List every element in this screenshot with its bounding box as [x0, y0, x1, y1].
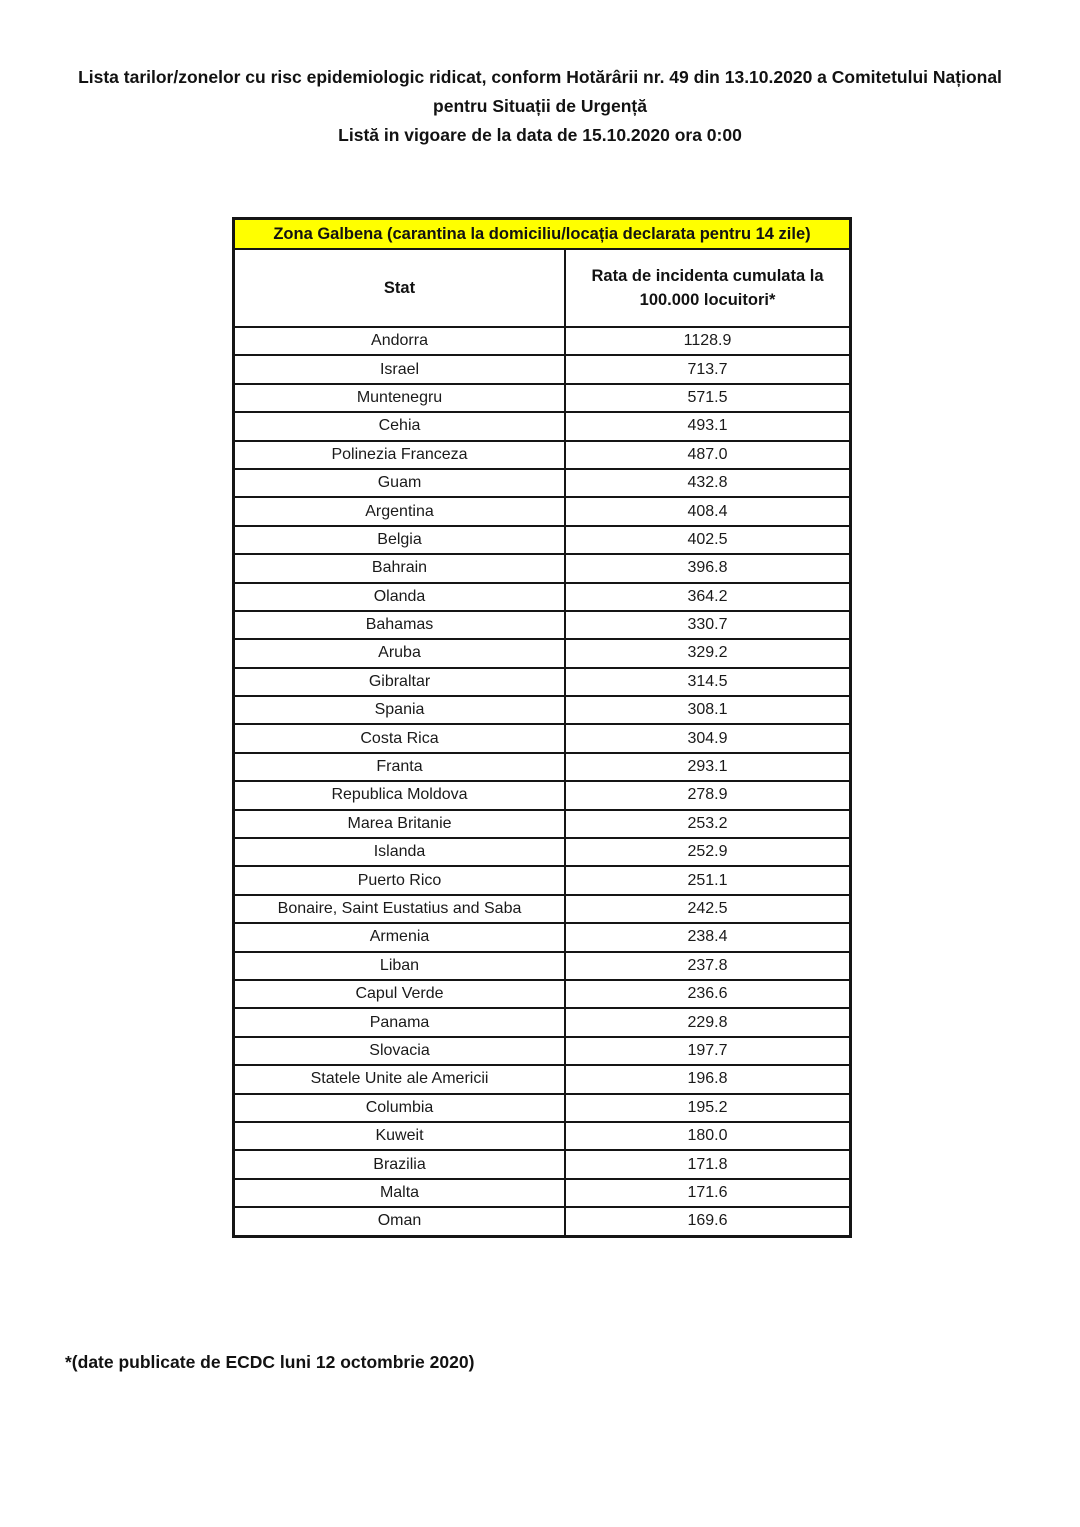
rate-cell: 308.1 [565, 696, 850, 724]
table-row [234, 583, 851, 611]
rate-cell: 278.9 [565, 781, 850, 809]
country-cell: Malta [234, 1179, 566, 1207]
country-cell: Cehia [234, 412, 566, 440]
country-cell: Islanda [234, 838, 566, 866]
table-row [234, 724, 851, 752]
table-row [234, 753, 851, 781]
country-cell: Columbia [234, 1094, 566, 1122]
rate-cell: 196.8 [565, 1065, 850, 1093]
table-row [234, 611, 851, 639]
rate-cell: 571.5 [565, 384, 850, 412]
country-cell: Bahrain [234, 554, 566, 582]
table-row [234, 1150, 851, 1178]
country-cell: Bahamas [234, 611, 566, 639]
table-row [234, 1037, 851, 1065]
risk-table [232, 217, 852, 1238]
table-row [234, 1094, 851, 1122]
country-cell: Armenia [234, 923, 566, 951]
country-cell: Bonaire, Saint Eustatius and Saba [234, 895, 566, 923]
rate-cell: 408.4 [565, 497, 850, 525]
table-row [234, 866, 851, 894]
footnote: *(date publicate de ECDC luni 12 octombrie 2020) [65, 1352, 475, 1372]
rate-cell: 229.8 [565, 1008, 850, 1036]
rate-cell: 487.0 [565, 441, 850, 469]
table-row [234, 1065, 851, 1093]
rate-cell: 432.8 [565, 469, 850, 497]
country-cell: Belgia [234, 526, 566, 554]
table-row [234, 639, 851, 667]
rate-cell: 396.8 [565, 554, 850, 582]
country-cell: Argentina [234, 497, 566, 525]
rate-cell: 171.6 [565, 1179, 850, 1207]
zone-header: Zona Galbena (carantina la domiciliu/locația declarata pentru 14 zile) [234, 219, 851, 250]
country-cell: Oman [234, 1207, 566, 1236]
rate-cell: 197.7 [565, 1037, 850, 1065]
rate-cell: 314.5 [565, 668, 850, 696]
country-cell: Guam [234, 469, 566, 497]
rate-cell: 253.2 [565, 810, 850, 838]
table-row [234, 469, 851, 497]
table-row [234, 1207, 851, 1236]
table-row [234, 412, 851, 440]
rate-cell: 493.1 [565, 412, 850, 440]
country-cell: Marea Britanie [234, 810, 566, 838]
table-row [234, 923, 851, 951]
zone-header-row [234, 219, 851, 250]
table-body [234, 327, 851, 1236]
table-row [234, 526, 851, 554]
country-cell: Polinezia Franceza [234, 441, 566, 469]
table-row [234, 781, 851, 809]
country-cell: Gibraltar [234, 668, 566, 696]
country-cell: Capul Verde [234, 980, 566, 1008]
rate-cell: 237.8 [565, 952, 850, 980]
rate-cell: 195.2 [565, 1094, 850, 1122]
rate-cell: 242.5 [565, 895, 850, 923]
rate-cell: 402.5 [565, 526, 850, 554]
table-row [234, 1122, 851, 1150]
rate-cell: 180.0 [565, 1122, 850, 1150]
column-header-rate: Rata de incidenta cumulata la 100.000 locuitori* [565, 249, 850, 327]
country-cell: Olanda [234, 583, 566, 611]
table-row [234, 497, 851, 525]
rate-cell: 252.9 [565, 838, 850, 866]
table-row [234, 810, 851, 838]
rate-cell: 171.8 [565, 1150, 850, 1178]
table-row [234, 355, 851, 383]
document-title [0, 63, 1080, 121]
table-row [234, 952, 851, 980]
table-row [234, 838, 851, 866]
country-cell: Kuweit [234, 1122, 566, 1150]
country-cell: Israel [234, 355, 566, 383]
document-title-line1: Lista tarilor/zonelor cu risc epidemiologic ridicat, conform Hotărârii nr. 49 din 13.10.2020 a Comitetului Național [78, 67, 1002, 87]
country-cell: Aruba [234, 639, 566, 667]
country-cell: Liban [234, 952, 566, 980]
rate-cell: 238.4 [565, 923, 850, 951]
rate-cell: 329.2 [565, 639, 850, 667]
table-row [234, 384, 851, 412]
country-cell: Republica Moldova [234, 781, 566, 809]
country-cell: Spania [234, 696, 566, 724]
table-row [234, 327, 851, 355]
country-cell: Panama [234, 1008, 566, 1036]
country-cell: Slovacia [234, 1037, 566, 1065]
rate-cell: 713.7 [565, 355, 850, 383]
table-row [234, 1008, 851, 1036]
country-cell: Statele Unite ale Americii [234, 1065, 566, 1093]
country-cell: Costa Rica [234, 724, 566, 752]
rate-cell: 293.1 [565, 753, 850, 781]
document-title-line2: pentru Situații de Urgență [433, 96, 647, 116]
table-row [234, 895, 851, 923]
table-row [234, 980, 851, 1008]
rate-cell: 304.9 [565, 724, 850, 752]
table-row [234, 441, 851, 469]
rate-cell: 364.2 [565, 583, 850, 611]
country-cell: Andorra [234, 327, 566, 355]
country-cell: Puerto Rico [234, 866, 566, 894]
country-cell: Muntenegru [234, 384, 566, 412]
rate-cell: 169.6 [565, 1207, 850, 1236]
column-header-row [234, 249, 851, 327]
table-row [234, 554, 851, 582]
document-subtitle [0, 121, 1080, 150]
table-row [234, 696, 851, 724]
rate-cell: 330.7 [565, 611, 850, 639]
country-cell: Franta [234, 753, 566, 781]
rate-cell: 251.1 [565, 866, 850, 894]
rate-cell: 236.6 [565, 980, 850, 1008]
country-cell: Brazilia [234, 1150, 566, 1178]
table-row [234, 668, 851, 696]
table-row [234, 1179, 851, 1207]
rate-cell: 1128.9 [565, 327, 850, 355]
column-header-stat: Stat [234, 249, 566, 327]
document-subtitle-text: Listă in vigoare de la data de 15.10.2020 ora 0:00 [338, 125, 742, 145]
